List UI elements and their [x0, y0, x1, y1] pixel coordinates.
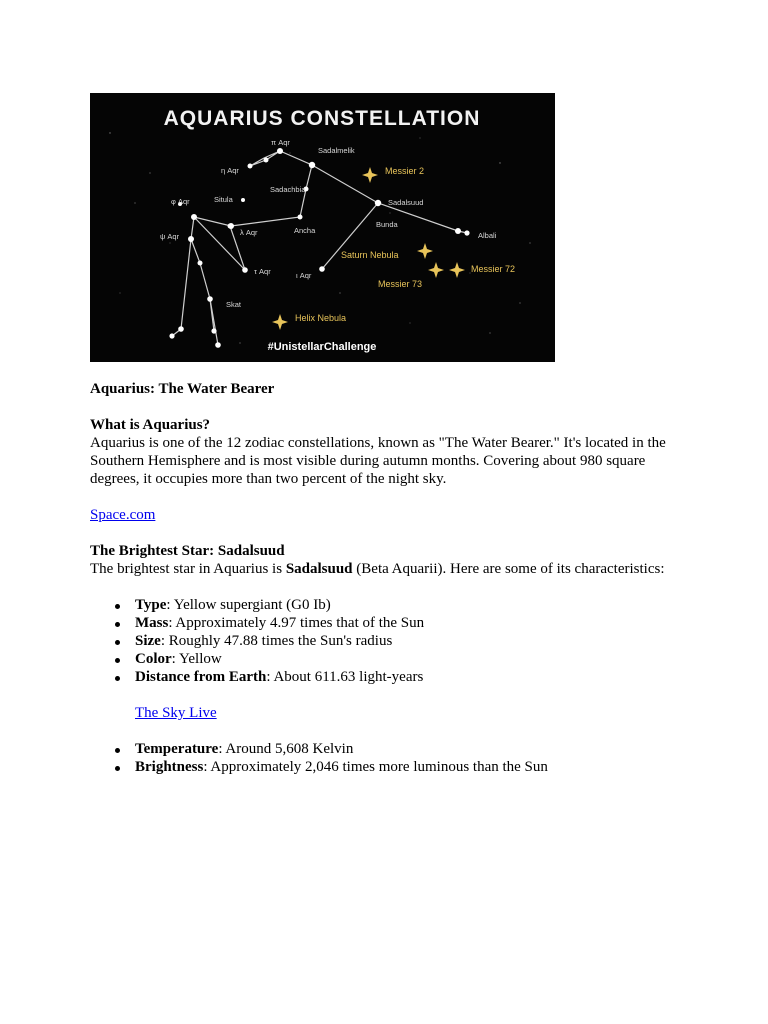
svg-text:λ Aqr: λ Aqr [240, 228, 258, 237]
svg-text:Messier 72: Messier 72 [471, 264, 516, 274]
article-body [90, 380, 690, 776]
svg-text:π Aqr: π Aqr [271, 138, 290, 147]
constellation-image [90, 93, 555, 362]
characteristics-list [90, 596, 690, 686]
constellation-illustration [90, 93, 555, 362]
list-item: Mass: Approximately 4.97 times that of the Sun [135, 614, 690, 632]
list-item: Temperature: Around 5,608 Kelvin [135, 740, 690, 758]
section-heading-what: What is Aquarius? [90, 417, 211, 433]
svg-text:Sadalmelik: Sadalmelik [318, 146, 355, 155]
svg-text:τ Aqr: τ Aqr [254, 267, 271, 276]
list-item: Brightness: Approximately 2,046 times more luminous than the Sun [135, 758, 690, 776]
characteristics-list-2 [90, 740, 690, 776]
svg-text:Albali: Albali [478, 231, 497, 240]
svg-text:φ Aqr: φ Aqr [171, 197, 190, 206]
svg-text:Helix Nebula: Helix Nebula [295, 313, 347, 323]
list-item: Distance from Earth: About 611.63 light-years [135, 668, 690, 686]
svg-text:ι Aqr: ι Aqr [296, 271, 312, 280]
svg-text:Messier 2: Messier 2 [385, 166, 425, 176]
svg-text:Skat: Skat [226, 300, 242, 309]
source-link-space[interactable]: Space.com [90, 507, 156, 523]
svg-text:Sadalsuud: Sadalsuud [388, 198, 424, 207]
svg-text:Messier 73: Messier 73 [378, 279, 423, 289]
svg-text:Ancha: Ancha [294, 226, 316, 235]
image-hashtag: #UnistellarChallenge [267, 341, 377, 353]
what-paragraph: Aquarius is one of the 12 zodiac constellations, known as "The Water Bearer." It's located in the Southern Hemisphere and is most visible during autumn months. Covering about 980 square degrees, it occupies more than two percent of the night sky. [90, 435, 666, 487]
star-labels [160, 138, 515, 323]
svg-text:ψ Aqr: ψ Aqr [160, 232, 180, 241]
section-heading-brightest: The Brightest Star: Sadalsuud [90, 543, 285, 559]
article-title: Aquarius: The Water Bearer [90, 381, 275, 397]
svg-text:Saturn Nebula: Saturn Nebula [341, 250, 399, 260]
svg-text:η Aqr: η Aqr [221, 166, 239, 175]
brightest-intro: The brightest star in Aquarius is Sadalsuud (Beta Aquarii). Here are some of its characteristics: [90, 561, 665, 577]
list-item: Color: Yellow [135, 650, 690, 668]
svg-text:Sadachbia: Sadachbia [270, 185, 306, 194]
source-link-skylive[interactable]: The Sky Live [135, 705, 217, 721]
svg-text:Bunda: Bunda [376, 220, 398, 229]
list-item: Size: Roughly 47.88 times the Sun's radius [135, 632, 690, 650]
list-item: Type: Yellow supergiant (G0 Ib) [135, 596, 690, 614]
svg-text:Situla: Situla [214, 195, 233, 204]
image-heading: AQUARIUS CONSTELLATION [163, 107, 481, 130]
